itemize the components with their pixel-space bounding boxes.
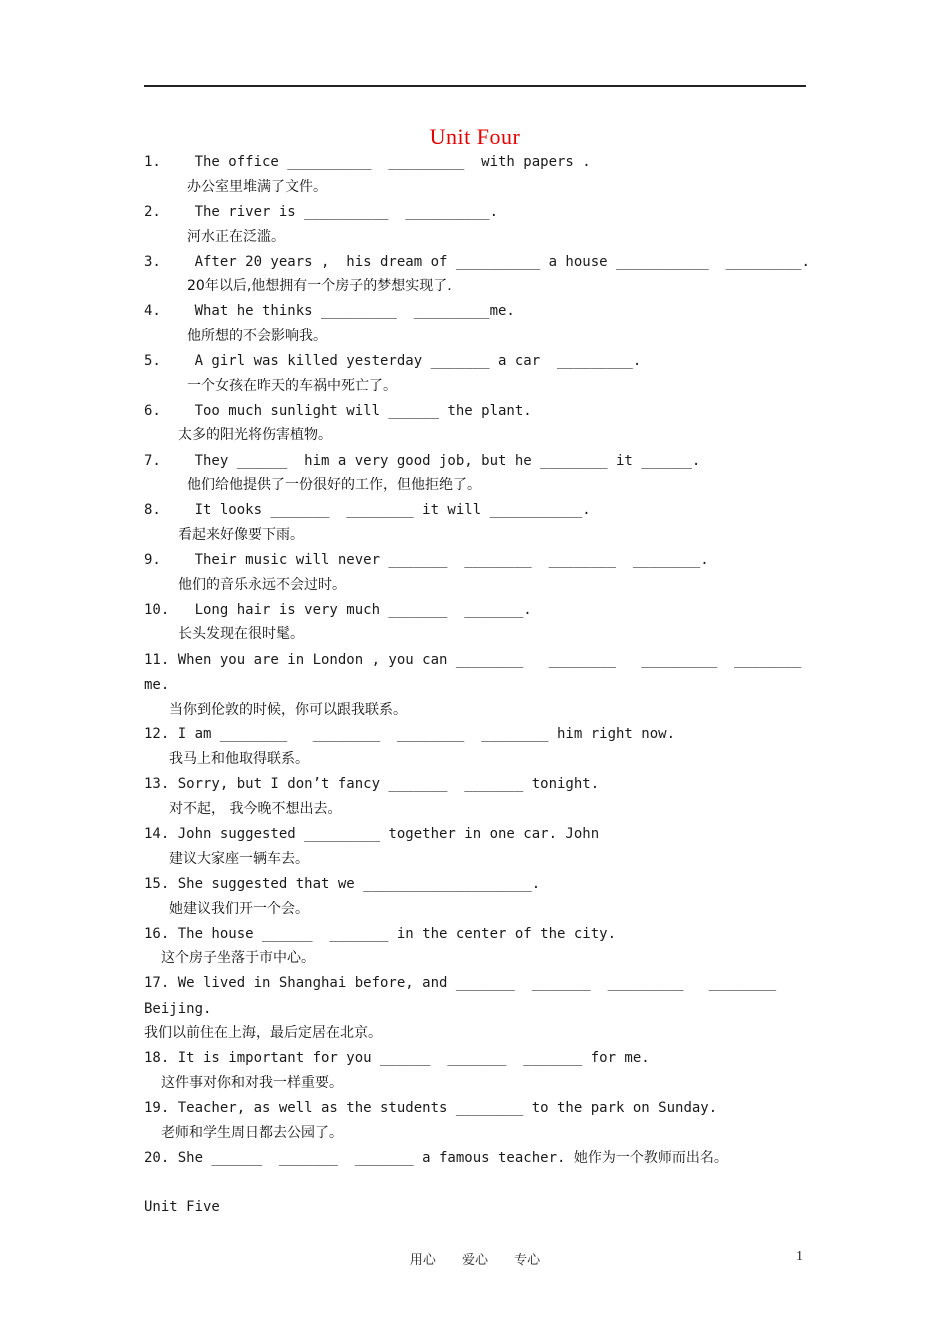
translation-4: 他所想的不会影响我。 — [187, 328, 327, 344]
translation-9: 他们的音乐永远不会过时。 — [178, 577, 346, 593]
translation-7: 他们给他提供了一份很好的工作，但他拒绝了。 — [187, 477, 481, 493]
exercise-18: 18. It is important for you ______ _______ _______ for me. — [144, 1050, 650, 1066]
exercise-17-continued: Beijing. — [144, 1001, 212, 1017]
exercise-8: 8. It looks _______ ________ it will ___________. — [144, 502, 591, 518]
translation-14: 建议大家座一辆车去。 — [169, 851, 309, 867]
exercise-12: 12. I am ________ ________ ________ ________ him right now. — [144, 726, 676, 742]
translation-10: 长头发现在很时髦。 — [178, 626, 304, 642]
exercise-1: 1. The office __________ _________ with papers . — [144, 154, 591, 170]
translation-3: 20年以后,他想拥有一个房子的梦想实现了. — [187, 278, 452, 294]
header-rule — [144, 85, 806, 87]
exercise-9: 9. Their music will never _______ ________ ________ ________. — [144, 552, 709, 568]
translation-15: 她建议我们开一个会。 — [169, 901, 309, 917]
exercise-16: 16. The house ______ _______ in the center of the city. — [144, 926, 617, 942]
translation-18: 这件事对你和对我一样重要。 — [161, 1075, 343, 1091]
translation-17: 我们以前住在上海，最后定居在北京。 — [144, 1025, 382, 1041]
translation-6: 太多的阳光将伤害植物。 — [178, 427, 332, 443]
exercise-17: 17. We lived in Shanghai before, and _______ _______ _________ ________ — [144, 975, 777, 991]
translation-8: 看起来好像要下雨。 — [178, 527, 304, 543]
translation-1: 办公室里堆满了文件。 — [187, 179, 327, 195]
exercise-11: 11. When you are in London , you can ________ ________ _________ ________ — [144, 652, 802, 668]
translation-5: 一个女孩在昨天的车祸中死亡了。 — [187, 378, 397, 394]
translation-13: 对不起， 我今晚不想出去。 — [169, 801, 342, 817]
translation-19: 老师和学生周日都去公园了。 — [161, 1125, 343, 1141]
exercise-14: 14. John suggested _________ together in one car. John — [144, 826, 600, 842]
exercise-6: 6. Too much sunlight will ______ the plant. — [144, 403, 532, 419]
exercise-13: 13. Sorry, but I don’t fancy _______ _______ tonight. — [144, 776, 600, 792]
exercise-4: 4. What he thinks _________ _________me. — [144, 303, 515, 319]
translation-12: 我马上和他取得联系。 — [169, 751, 309, 767]
exercise-2: 2. The river is __________ __________. — [144, 204, 499, 220]
exercise-15: 15. She suggested that we ____________________. — [144, 876, 541, 892]
exercise-11-continued: me. — [144, 677, 170, 693]
exercise-3: 3. After 20 years , his dream of __________ a house ___________ _________. — [144, 254, 810, 270]
exercise-5: 5. A girl was killed yesterday _______ a car _________. — [144, 353, 642, 369]
exercise-7: 7. They ______ him a very good job, but he ________ it ______. — [144, 453, 701, 469]
translation-16: 这个房子坐落于市中心。 — [161, 950, 315, 966]
translation-11: 当你到伦敦的时候，你可以跟我联系。 — [169, 702, 407, 718]
page-title: Unit Four — [429, 124, 521, 149]
exercise-19: 19. Teacher, as well as the students ________ to the park on Sunday. — [144, 1100, 718, 1116]
next-unit-heading: Unit Five — [144, 1199, 220, 1215]
translation-2: 河水正在泛滥。 — [187, 229, 285, 245]
page-number: 1 — [796, 1249, 803, 1264]
exercise-10: 10. Long hair is very much _______ _______. — [144, 602, 532, 618]
exercise-20: 20. She ______ _______ _______ a famous teacher. 她作为一个教师而出名。 — [144, 1150, 728, 1166]
page-footer: 用心 爱心 专心 — [409, 1253, 541, 1268]
